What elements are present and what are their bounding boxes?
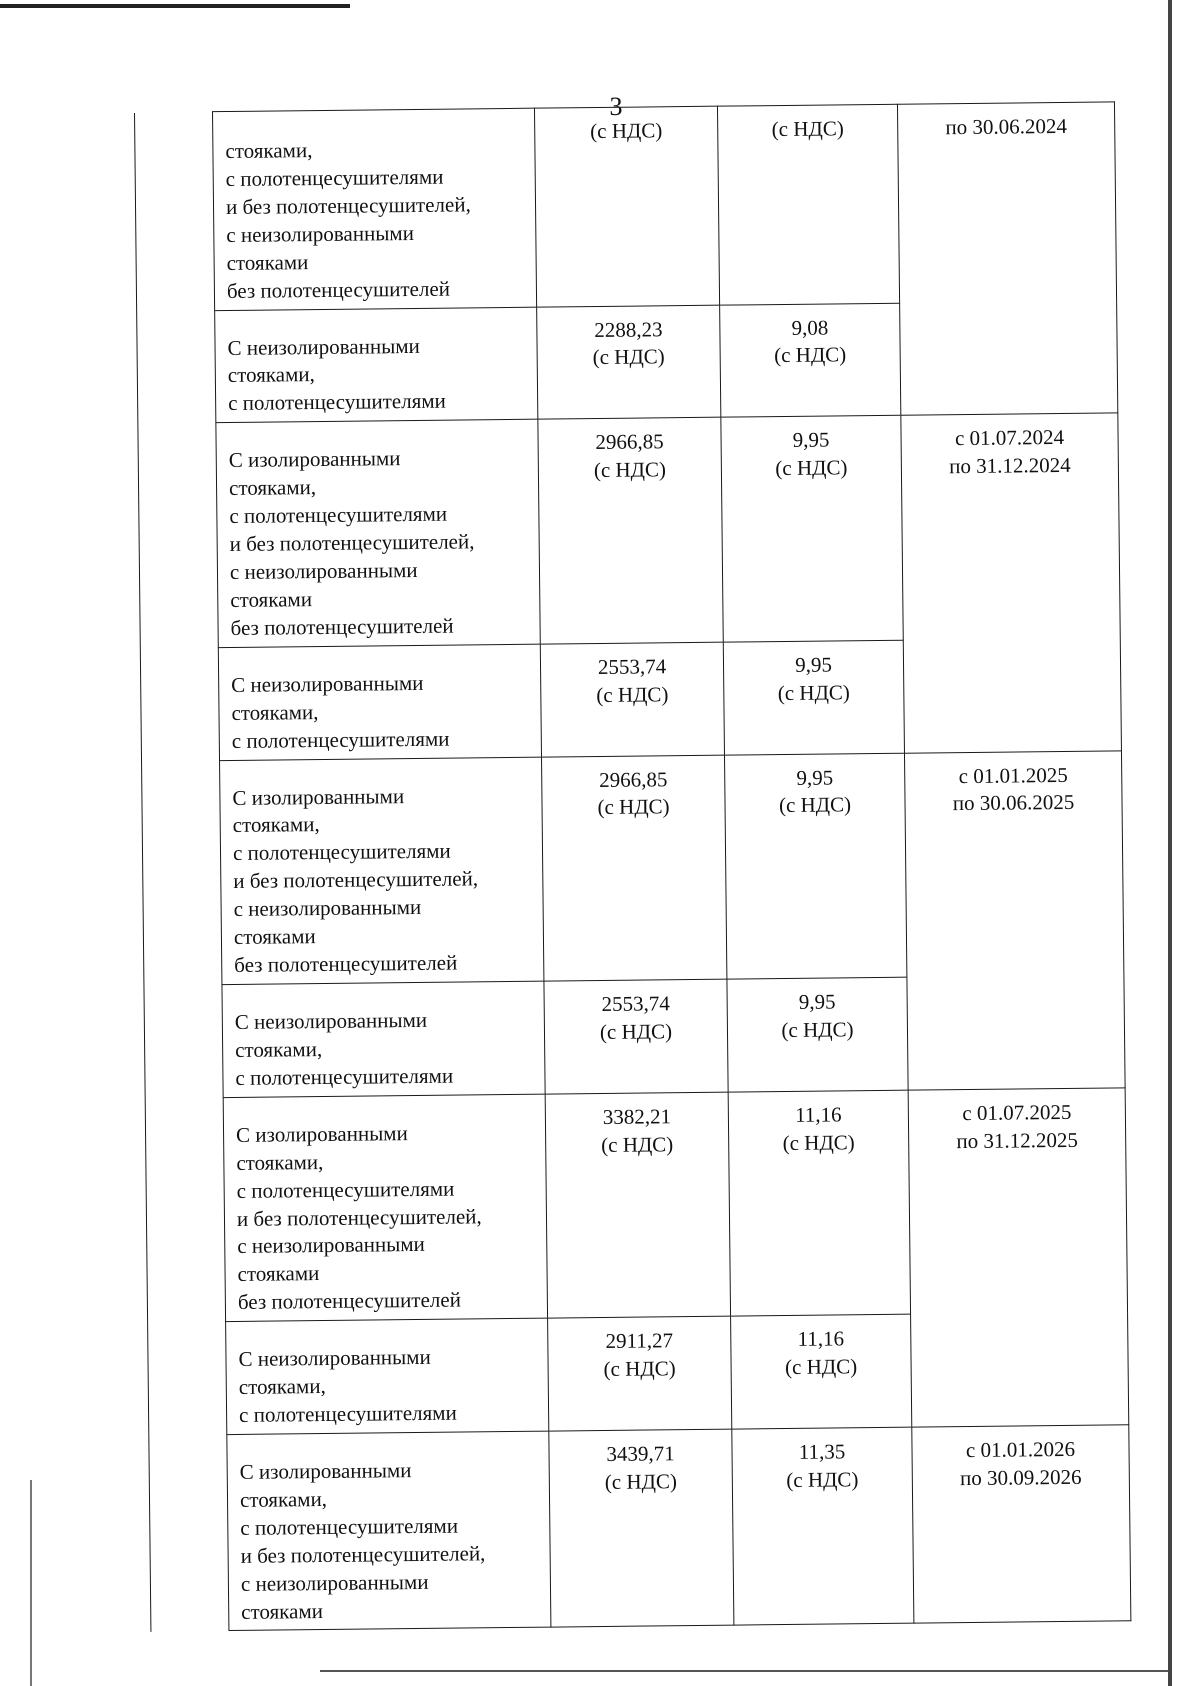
desc-line: с неизолированными: [240, 1569, 429, 1596]
value-line: 3382,21: [602, 1103, 672, 1129]
scan-edge-right: [1168, 0, 1172, 1686]
scan-edge-bottom: [320, 1670, 1168, 1672]
period-line: с 01.07.2025: [962, 1099, 1072, 1125]
value-line: 9,08: [791, 315, 829, 340]
desc-line: без полотенцесушителей: [234, 950, 458, 978]
table-row: [145, 1088, 1127, 1323]
value-line: (с НДС): [597, 794, 670, 820]
desc-line: и без полотенцесушителей,: [233, 866, 479, 894]
desc-line: с полотенцесушителями: [229, 501, 448, 529]
desc-line: с полотенцесушителями: [225, 164, 444, 191]
desc-line: и без полотенцесушителей,: [229, 529, 475, 557]
desc-line: стояками,: [232, 812, 320, 838]
period-cell: [904, 750, 1125, 1090]
table-row: [138, 413, 1120, 648]
norm-value: [728, 1090, 910, 1316]
tariff-value: [538, 417, 723, 643]
desc-line: стояками: [233, 924, 316, 950]
row-description: [227, 1431, 551, 1631]
value-line: 9,95: [798, 989, 836, 1014]
period-line: с 01.01.2025: [958, 762, 1068, 788]
period-cell: [908, 1088, 1129, 1428]
value-line: (с НДС): [774, 342, 847, 368]
period-line: по 31.12.2024: [949, 453, 1071, 479]
tariff-table: [134, 101, 1131, 1632]
value-line: (с НДС): [771, 116, 844, 142]
desc-line: без полотенцесушителей: [226, 276, 451, 303]
value-line: 2966,85: [598, 766, 668, 792]
desc-line: стояками,: [231, 699, 319, 725]
period-line: по 30.09.2026: [959, 1464, 1082, 1491]
table-row: [149, 1425, 1131, 1632]
desc-line: стояками,: [228, 475, 317, 501]
row-description: [215, 307, 538, 423]
tariff-value: [545, 1092, 730, 1318]
desc-line: с неизолированными: [229, 557, 418, 584]
tariff-table-wrapper: [134, 101, 1130, 1624]
desc-line: с полотенцесушителями: [231, 726, 450, 753]
desc-line: с неизолированными: [226, 220, 415, 247]
norm-value: [721, 416, 903, 642]
desc-line: С изолированными: [232, 783, 405, 810]
value-line: (с НДС): [782, 1129, 855, 1155]
desc-line: С изолированными: [228, 446, 401, 473]
desc-line: С изолированными: [235, 1120, 408, 1147]
page-number: 3: [609, 92, 623, 121]
norm-value: [731, 1314, 912, 1429]
row-description: [218, 644, 541, 760]
desc-line: С неизолированными: [238, 1345, 431, 1372]
value-line: 9,95: [796, 764, 834, 790]
desc-line: с полотенцесушителями: [232, 838, 451, 866]
value-line: 11,35: [798, 1439, 846, 1464]
norm-value: [720, 303, 901, 418]
desc-line: без полотенцесушителей: [237, 1287, 462, 1315]
period-line: с 01.07.2024: [954, 425, 1065, 451]
row-description: [213, 108, 537, 310]
desc-line: стояками: [241, 1598, 324, 1624]
desc-line: с полотенцесушителями: [238, 1400, 457, 1427]
value-line: (с НДС): [601, 1131, 674, 1157]
desc-line: с полотенцесушителями: [236, 1176, 455, 1203]
value-line: 11,16: [797, 1326, 845, 1352]
norm-value: [727, 977, 908, 1092]
tariff-value: [540, 642, 724, 757]
value-line: (с НДС): [784, 1354, 858, 1380]
desc-line: без полотенцесушителей: [230, 613, 454, 640]
desc-line: С неизолированными: [234, 1007, 428, 1034]
value-line: 9,95: [792, 427, 830, 453]
period-line: по 30.06.2024: [945, 113, 1068, 140]
tariff-value: [537, 305, 721, 420]
norm-value: [717, 104, 899, 304]
value-line: (с НДС): [775, 455, 848, 481]
desc-line: стояками,: [227, 362, 315, 388]
value-line: 3439,71: [606, 1441, 675, 1466]
value-line: (с НДС): [778, 792, 852, 818]
value-line: 11,16: [795, 1102, 842, 1127]
norm-value: [732, 1427, 914, 1625]
desc-line: стояками,: [225, 138, 313, 164]
period-line: по 30.06.2025: [952, 790, 1075, 816]
value-line: 2911,27: [605, 1328, 674, 1354]
desc-line: С неизолированными: [227, 333, 420, 360]
desc-line: с неизолированными: [233, 895, 422, 922]
value-line: (с НДС): [777, 679, 850, 705]
desc-line: стояками: [226, 249, 309, 275]
desc-line: стояками,: [238, 1374, 326, 1400]
value-line: (с НДС): [599, 1019, 673, 1044]
value-line: (с НДС): [781, 1017, 854, 1042]
desc-line: с полотенцесушителями: [228, 389, 446, 416]
value-line: (с НДС): [592, 344, 665, 370]
value-line: (с НДС): [603, 1356, 676, 1382]
desc-line: стояками,: [239, 1486, 328, 1512]
scan-edge-top: [0, 4, 350, 8]
desc-line: стояками,: [235, 1036, 323, 1062]
table-row: [142, 750, 1124, 985]
value-line: 2288,23: [594, 316, 663, 342]
row-description: [222, 981, 545, 1097]
period-cell: [912, 1425, 1131, 1624]
period-line: с 01.01.2026: [965, 1436, 1076, 1463]
desc-line: стояками,: [236, 1149, 324, 1175]
scan-edge-left: [30, 1480, 32, 1686]
tariff-value: [548, 1316, 732, 1431]
period-cell: [901, 413, 1122, 753]
row-description: [223, 1094, 547, 1322]
period-line: по 31.12.2025: [956, 1127, 1079, 1153]
value-line: 2553,74: [601, 991, 670, 1016]
desc-line: С изолированными: [239, 1458, 412, 1484]
value-line: 2966,85: [595, 429, 664, 455]
desc-line: и без полотенцесушителей,: [225, 192, 471, 219]
desc-line: С неизолированными: [231, 670, 424, 697]
desc-line: и без полотенцесушителей,: [236, 1203, 482, 1231]
tariff-value: [544, 979, 728, 1094]
desc-line: стояками: [230, 587, 313, 612]
desc-line: с полотенцесушителями: [240, 1513, 459, 1540]
norm-value: [723, 640, 904, 755]
tariff-value: [549, 1429, 734, 1628]
row-description: [220, 757, 544, 985]
value-line: (с НДС): [590, 118, 663, 144]
desc-line: с неизолированными: [237, 1232, 425, 1259]
value-line: (с НДС): [786, 1467, 859, 1492]
tariff-value: [534, 106, 719, 306]
table-row: [135, 102, 1117, 311]
tariff-value: [541, 755, 726, 981]
norm-value: [724, 753, 906, 979]
desc-line: и без полотенцесушителей,: [240, 1541, 486, 1568]
desc-line: стояками: [237, 1261, 320, 1287]
value-line: (с НДС): [604, 1469, 678, 1494]
value-line: (с НДС): [596, 681, 669, 707]
period-cell: [897, 102, 1117, 416]
desc-line: с полотенцесушителями: [235, 1063, 454, 1090]
value-line: (с НДС): [593, 457, 667, 483]
value-line: 2553,74: [597, 654, 667, 679]
row-description: [216, 419, 540, 647]
value-line: 9,95: [795, 652, 833, 677]
row-description: [226, 1318, 549, 1434]
